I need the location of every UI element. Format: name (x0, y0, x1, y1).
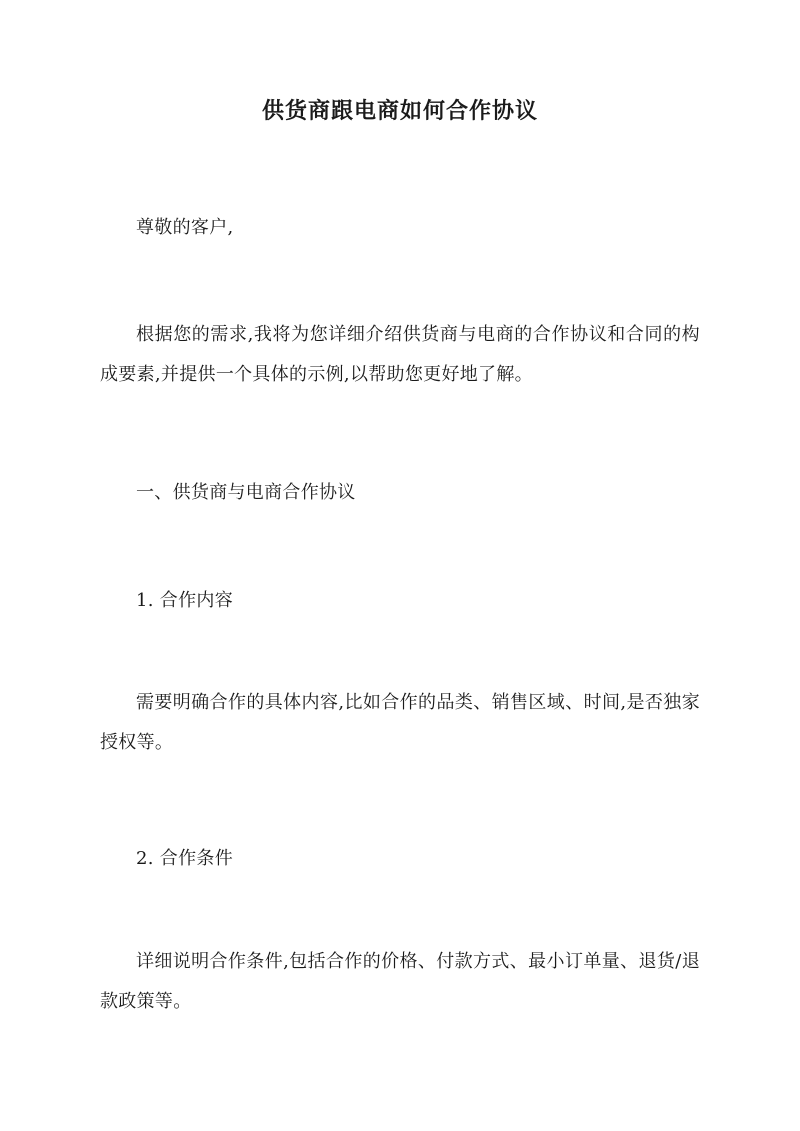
greeting-paragraph: 尊敬的客户, (136, 217, 234, 238)
item-body-1: 需要明确合作的具体内容,比如合作的品类、销售区域、时间,是否独家授权等。 (100, 692, 700, 753)
section-heading-1: 一、供货商与电商合作协议 (136, 482, 356, 503)
intro-paragraph: 根据您的需求,我将为您详细介绍供货商与电商的合作协议和合同的构成要素,并提供一个具体的示例,以帮助您更好地了解。 (100, 324, 700, 385)
document-title: 供货商跟电商如何合作协议 (261, 98, 538, 124)
item-heading-1: 1. 合作内容 (136, 590, 233, 611)
item-heading-2: 2. 合作条件 (136, 848, 233, 869)
item-body-2: 详细说明合作条件,包括合作的价格、付款方式、最小订单量、退货/退款政策等。 (100, 951, 700, 1012)
